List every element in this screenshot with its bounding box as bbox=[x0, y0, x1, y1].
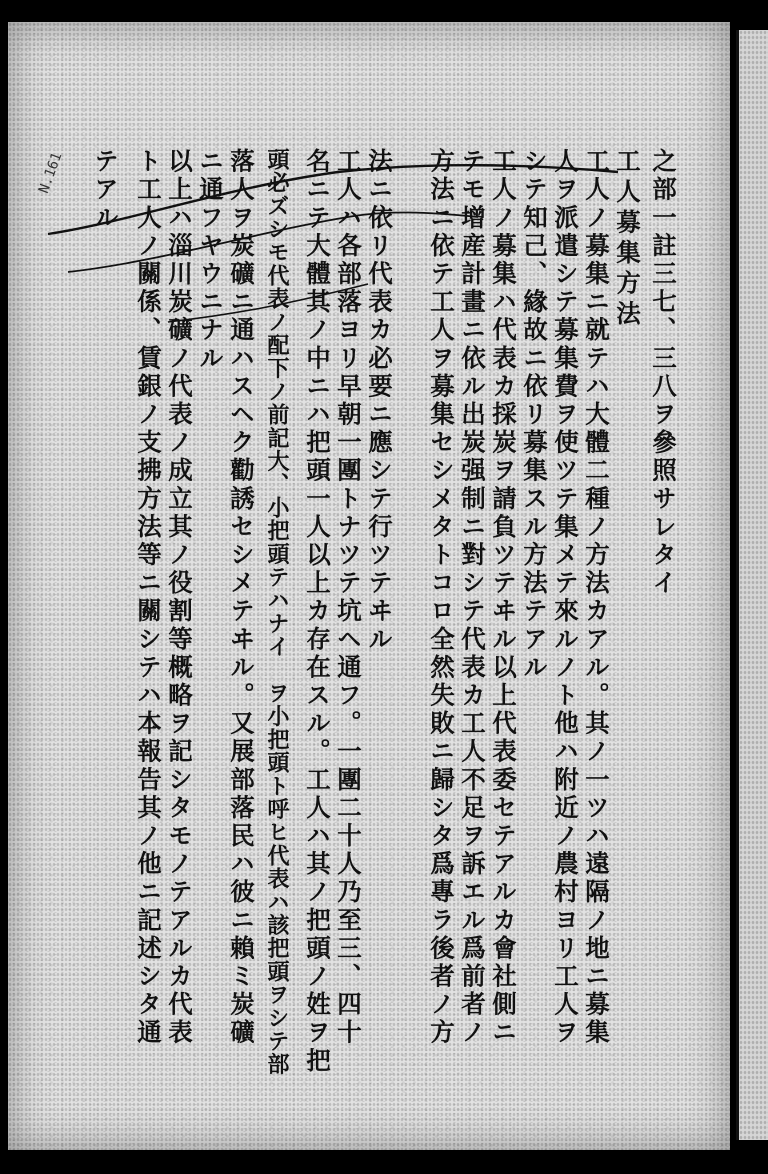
line-09: 法ニ依リ代表カ必要ニ應シテ行ツテヰル bbox=[365, 148, 394, 654]
line-16: ト工人ノ關係、賃銀ノ支拂方法等ニ關シテハ本報告其ノ他ニ記述シタ通 bbox=[134, 148, 163, 1048]
line-07: テモ增産計畫ニ依ル出炭强制ニ對シテ代表カ工人不足ヲ訴エル爲前者ノ bbox=[458, 148, 487, 1048]
section-heading: 工人募集方法 bbox=[613, 148, 642, 331]
line-06: 工人ノ募集ハ代表カ採炭ヲ請負ツテヰル以上代表委セテアルカ會社側ニ bbox=[489, 148, 518, 1048]
line-11: 名ニテ大體其ノ中ニハ把頭一人以上カ存在スル。工人ハ其ノ把頭ノ姓ヲ把 bbox=[303, 148, 332, 1076]
line-13: 落人ヲ炭礦ニ通ハスヘク勸誘セシメテヰル。又展部落民ハ彼ニ賴ミ炭礦 bbox=[227, 148, 256, 1048]
line-03: 工人ノ募集ニ就テハ大體二種ノ方法カアル。其ノ一ツハ遠隔ノ地ニ募集 bbox=[582, 148, 611, 1048]
margin-handwritten-note: N.161 bbox=[36, 150, 66, 196]
line-15: 以上ハ淄川炭礦ノ代表ノ成立其ノ役割等概略ヲ記シタモノテアルカ代表 bbox=[165, 148, 194, 1048]
line-08: 方法ニ依テ工人ヲ募集セシメタトコロ全然失敗ニ歸シタ爲專ラ後者ノ方 bbox=[427, 148, 456, 1048]
line-14: ニ通フヤウニナル bbox=[196, 148, 225, 373]
line-10: 工人ハ各部落ヨリ早朝一團トナツテ坑ヘ通フ。一團二十人乃至三、四十 bbox=[334, 148, 363, 1048]
line-04: 人ヲ派遣シテ募集費ヲ使ツテ集メテ來ルノト他ハ附近ノ農村ヨリ工人ヲ bbox=[551, 148, 580, 1048]
line-12: 頭必ズシモ代表ノ配下ノ前記大、小把頭テハナイ ヲ小把頭ト呼ヒ代表ハ該把頭ヲシテ部 bbox=[264, 148, 290, 1076]
line-17: テアル bbox=[91, 148, 120, 233]
line-05: シテ知己、緣故ニ依リ募集スル方法テアル bbox=[520, 148, 549, 682]
adjacent-page-edge bbox=[736, 30, 768, 1140]
line-01: 之部一註三七、三八ヲ參照サレタイ bbox=[649, 148, 678, 598]
